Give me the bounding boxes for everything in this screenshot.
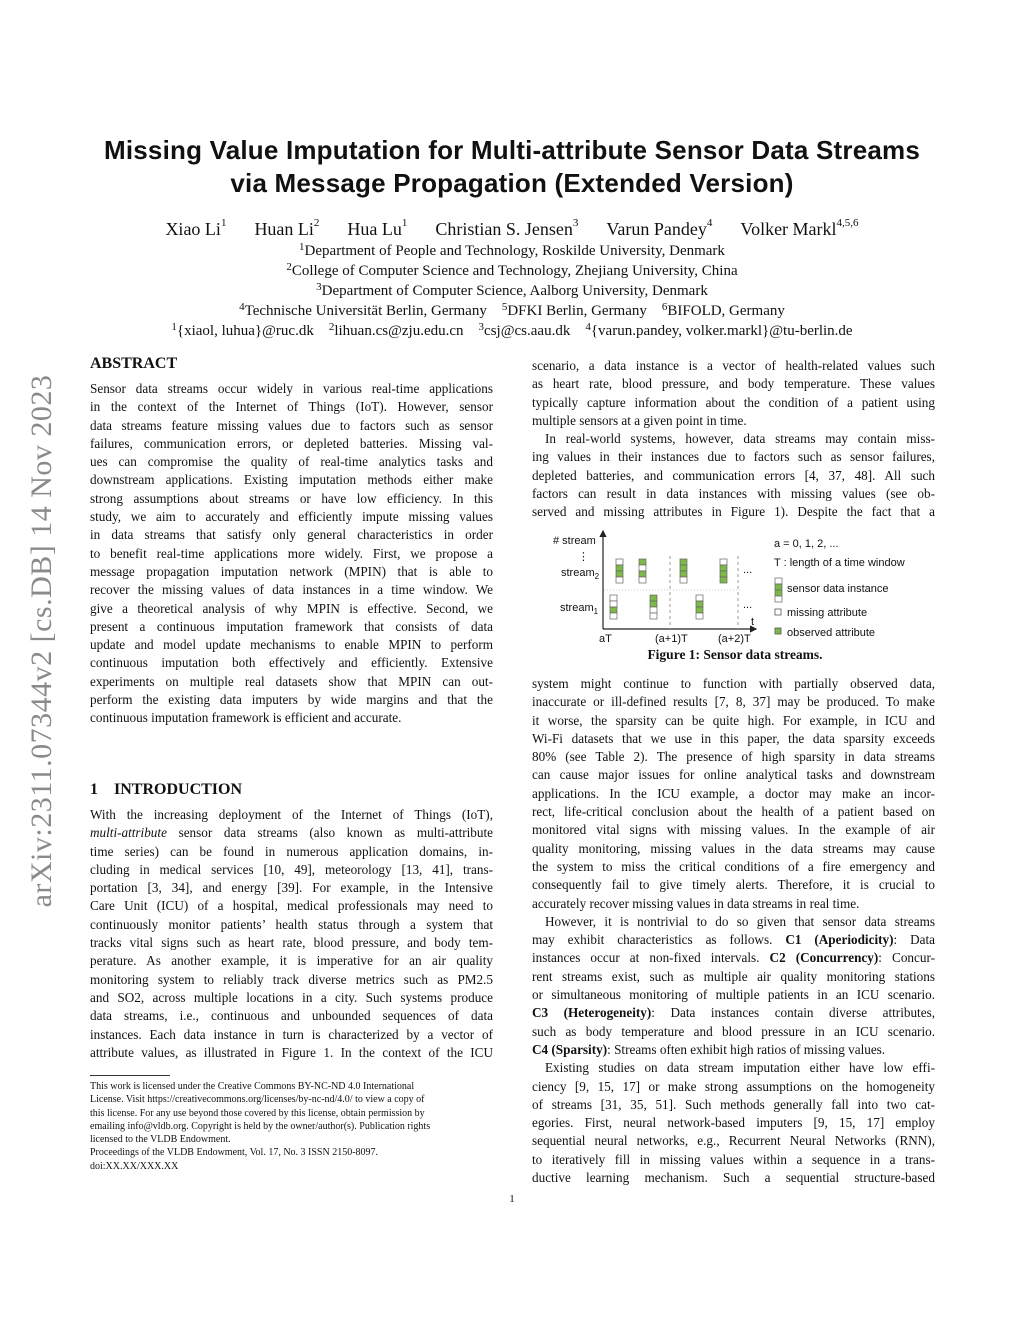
affiliation-text: csj@cs.aau.dk (484, 323, 571, 339)
affiliation-mark: 6 (661, 301, 668, 313)
legend-observed-label: observed attribute (787, 627, 876, 639)
abstract-heading: ABSTRACT (90, 355, 178, 372)
text-line: present a continuous imputation framework that consists of data (90, 618, 493, 634)
affiliation-text: Department of People and Technology, Roskilde University, Denmark (304, 243, 725, 259)
missing-attribute-cell (610, 601, 617, 607)
text-line: Care Unit (ICU) of a hospital, medical professionals may need to (90, 898, 493, 914)
text-line: ductive learning mechanism. Such a sequential structure-based (532, 1170, 935, 1186)
tick-a1T: (a+1)T (655, 633, 688, 645)
text-line: factors can result in data instances with missing values (see ob- (532, 486, 935, 502)
text-line: to benefit real-time applications more widely. First, we propose a (90, 545, 493, 561)
text-line: scenario, a data instance is a vector of health-related values such (532, 358, 935, 373)
observed-attribute-cell (696, 607, 703, 613)
observed-attribute-cell (680, 559, 687, 565)
text-line: of streams [31, 35, 51]. Such methods generally fall into two cat- (532, 1096, 935, 1112)
text-line: multi-attribute sensor data streams (also known as multi-attribute (90, 825, 493, 841)
affiliation-mark: 1 (171, 321, 177, 333)
text-line: However, it is nontrivial to do so given that sensor data streams (545, 913, 935, 929)
text-line: depleted batteries, and communication errors [4, 37, 48]. All such (532, 467, 935, 483)
text-line: to iteratively fill in missing values within a sequence in a trans- (532, 1151, 935, 1167)
text-line: or simultaneous monitoring of multiple patients in an ICU scenario. (532, 987, 935, 1003)
observed-attribute-cell (720, 565, 727, 571)
missing-attribute-cell (616, 559, 623, 565)
figure-1-diagram (540, 530, 940, 648)
missing-attribute-cell (696, 613, 703, 619)
legend-instance-cells (775, 578, 782, 602)
stream-1-instance (610, 595, 617, 619)
author: Christian S. Jensen$^3$ (435, 217, 579, 239)
missing-attribute-cell (720, 559, 727, 565)
missing-attribute-cell (610, 613, 617, 619)
stream-1-label: stream$_1$ (560, 602, 599, 616)
text-line: can cause major issues for online analytical tasks and downstream (532, 767, 935, 783)
footnote-line: doi:XX.XX/XXX.XX (90, 1160, 179, 1172)
text-line: such as body temperature and blood pressure in an ICU scenario. (532, 1023, 935, 1039)
stream-2-instance (616, 559, 623, 583)
observed-attribute-cell (610, 607, 617, 613)
footnote-line: This work is licensed under the Creative Commons BY-NC-ND 4.0 International (90, 1081, 415, 1092)
tick-aT: aT (599, 633, 612, 645)
footnote (90, 1080, 493, 1173)
introduction-right-top (532, 357, 935, 522)
author-affiliation-mark: 4,5,6 (836, 217, 859, 229)
text-line: and SO2, across multiple locations in a city. Such systems produce (90, 989, 493, 1005)
missing-attribute-cell (680, 577, 687, 583)
text-line: ing values in their instances due to factors such as sensor failures, (532, 449, 935, 465)
stream-1-instance (650, 595, 657, 619)
author: Xiao Li$^1$ (165, 217, 227, 239)
text-line: egories. First, neural network-based imputers [9, 15, 17] employ (532, 1115, 935, 1131)
affiliation-mark: 5 (501, 301, 508, 313)
observed-attribute-cell (680, 571, 687, 577)
text-line: may exhibit characteristics as follows. C1 (Aperiodicity): Data (532, 932, 935, 948)
stream-1-ellipsis: ... (743, 599, 753, 611)
affiliation-line (0, 283, 1024, 300)
text-line: recover the missing values of data instances in a time window. We (90, 582, 493, 598)
text-line: Sensor data streams occur widely in various real-time applications (90, 381, 493, 396)
text-line: inaccurate or ill-defined results [7, 8, 37] may be produced. To make (532, 694, 935, 710)
author-affiliation-mark: 1 (220, 217, 227, 229)
text-line: it worse, the sparsity can be quite high. For example, in ICU and (532, 712, 935, 728)
text-line: perform the existing data imputers by wide margins and that the (90, 692, 493, 708)
text-line: downstream applications. Existing imputation methods either make (90, 472, 493, 488)
text-line: sequential neural networks, e.g., Recurrent Neural Networks (RNN), (532, 1133, 935, 1149)
text-line: monitoring system to reliably track diverse metrics such as PM2.5 (90, 971, 493, 987)
text-line: C4 (Sparsity): Streams often exhibit high ratios of missing values. (532, 1041, 886, 1057)
missing-attribute-cell (650, 607, 657, 613)
author: Huan Li$^2$ (254, 217, 320, 239)
missing-attribute-cell (610, 595, 617, 601)
text-line: quality monitoring, missing values in the data streams may cause (532, 840, 935, 856)
author-list (0, 219, 1024, 240)
text-line: multiple sensors at a given point in time. (532, 412, 747, 428)
text-line: attribute values, as illustrated in Figure 1. In the context of the ICU (90, 1044, 493, 1060)
affiliation-text: College of Computer Science and Technology, Zhejiang University, China (291, 263, 738, 279)
observed-attribute-cell (696, 601, 703, 607)
abstract-body (90, 380, 493, 728)
text-line: continuous imputation framework is efficient and accurate. (90, 710, 402, 726)
text-line: perature. As another example, it is imperative for an air quality (90, 953, 493, 969)
text-line: In real-world systems, however, data streams may contain miss- (545, 431, 935, 447)
legend-a-values: a = 0, 1, 2, ... (774, 538, 839, 550)
affiliation-mark: 3 (478, 321, 485, 333)
text-line: system might continue to function with partially observed data, (532, 676, 935, 691)
vertical-ellipsis: ⋮ (578, 551, 589, 563)
observed-attribute-cell (720, 571, 727, 577)
text-line: continuously monitor patients’ health status through a system that (90, 916, 493, 932)
text-line: applications. In the ICU example, a doctor may make an incor- (532, 785, 935, 801)
text-line: accurately recover missing values in data streams in real time. (532, 895, 860, 911)
missing-attribute-cell (775, 578, 782, 584)
legend-missing-label: missing attribute (787, 607, 868, 619)
footnote-line: Proceedings of the VLDB Endowment, Vol. 17, No. 3 ISSN 2150-8097. (90, 1147, 379, 1159)
stream-2-ellipsis: ... (743, 564, 753, 576)
affiliation-text: Technische Universität Berlin, Germany (244, 303, 487, 319)
bold-term: C1 (Aperiodicity) (785, 932, 894, 948)
stream-2-instance (639, 559, 646, 583)
affiliation-mark: 4 (585, 321, 591, 333)
author-affiliation-mark: 3 (572, 217, 579, 229)
affiliation-mark: 3 (316, 281, 322, 293)
text-line: failures, communication errors, or depleted batteries. Missing val- (90, 435, 493, 451)
text-line: time series) can be found in numerous application domains, in- (90, 843, 493, 859)
missing-attribute-cell (650, 613, 657, 619)
introduction-left-column (90, 806, 493, 1062)
observed-attribute-cell (650, 601, 657, 607)
affiliation-text: {xiaol, luhua}@ruc.dk (176, 323, 314, 339)
x-axis-label: t (751, 616, 755, 628)
text-line: Wi-Fi datasets that we use in this paper, the data sparsity exceeds (532, 730, 935, 746)
text-line: data streams, i.e., continuous and unbounded sequences of data (90, 1008, 493, 1024)
section-number: 1 (90, 781, 98, 798)
text-line: Existing studies on data stream imputation either have low effi- (545, 1060, 935, 1076)
text-line: ciency [9, 15, 17] or make strong assumptions on the homogeneity (532, 1078, 935, 1094)
affiliation-text: DFKI Berlin, Germany (507, 303, 647, 319)
missing-attribute-cell (775, 596, 782, 602)
observed-attribute-cell (650, 595, 657, 601)
text-line: 80% (see Table 2). The presence of high sparsity in data streams (532, 749, 935, 765)
legend-T-definition: T : length of a time window (774, 557, 905, 569)
observed-attribute-cell (680, 565, 687, 571)
observed-attribute-cell (639, 571, 646, 577)
affiliation-text: BIFOLD, Germany (667, 303, 785, 319)
affiliation-mark: 2 (286, 261, 292, 273)
footnote-line: License. Visit https://creativecommons.org/licenses/by-nc-nd/4.0/ to view a copy of (90, 1094, 425, 1106)
italic-term: multi-attribute (90, 825, 167, 841)
stream-1-instance (696, 595, 703, 619)
observed-attribute-cell (775, 584, 782, 590)
text-line: rent streams exist, such as multiple air quality monitoring stations (532, 968, 935, 984)
legend-observed-icon (775, 628, 781, 634)
legend-instance-icon (775, 578, 782, 602)
introduction-right-bottom (532, 675, 935, 1187)
missing-attribute-cell (639, 565, 646, 571)
stream-2-instance (680, 559, 687, 583)
footnote-line: licensed to the VLDB Endowment. (90, 1134, 231, 1146)
tick-a2T: (a+2)T (718, 633, 751, 645)
stream-2-instance (720, 559, 727, 583)
affiliation-mark: 1 (299, 241, 305, 253)
text-line: instances. Each data instance in turn is characterized by a vector of (90, 1026, 493, 1042)
text-line: the system to miss the critical conditions of a fire emergency and (532, 858, 935, 874)
observed-attribute-cell (775, 590, 782, 596)
text-line: cluding in medical services [10, 49], meteorology [13, 41], trans- (90, 861, 493, 877)
author: Varun Pandey$^4$ (606, 217, 713, 239)
author: Hua Lu$^1$ (347, 217, 408, 239)
bold-term: C3 (Heterogeneity) (532, 1005, 652, 1021)
introduction-heading (90, 781, 242, 799)
affiliation-text: lihuan.cs@zju.edu.cn (334, 323, 464, 339)
author-affiliation-mark: 1 (401, 217, 408, 229)
text-line: rect, life-critical conclusion about the health of a patient based on (532, 804, 935, 820)
text-line: typically capture information about the condition of a patient using (532, 394, 935, 410)
text-line: in data streams that satisfy only general characteristics in order (90, 527, 493, 543)
text-line: instances occur at non-fixed intervals. C2 (Concurrency): Concur- (532, 950, 935, 966)
legend-missing-icon (775, 609, 781, 615)
text-line: data streams feature missing values due to factors such as sensor (90, 417, 493, 433)
bold-term: C4 (Sparsity) (532, 1041, 608, 1057)
arxiv-stamp: arXiv:2311.07344v2 [cs.DB] 14 Nov 2023 (25, 374, 58, 908)
affiliation-line (0, 263, 1024, 280)
observed-attribute-cell (616, 571, 623, 577)
paper-title-line-2: via Message Propagation (Extended Version) (230, 168, 794, 198)
text-line: monitored vital signs with missing values. In the example of air (532, 822, 935, 838)
paper-title-line-1: Missing Value Imputation for Multi-attribute Sensor Data Streams (103, 135, 921, 165)
affiliation-text: {varun.pandey, volker.markl}@tu-berlin.de (590, 323, 853, 339)
figure-1-caption: Figure 1: Sensor data streams. (647, 647, 823, 662)
text-line: in the context of the Internet of Things (IoT). However, sensor (90, 399, 493, 415)
bold-term: C2 (Concurrency) (769, 950, 879, 966)
author-affiliation-mark: 2 (313, 217, 320, 229)
observed-attribute-cell (616, 565, 623, 571)
missing-attribute-cell (639, 577, 646, 583)
section-title: INTRODUCTION (114, 781, 243, 798)
missing-attribute-cell (696, 595, 703, 601)
text-line: message propagation imputation network (MPIN) that is able to (90, 563, 493, 579)
text-line: ues can compromise the quality of real-time analytics tasks and (90, 454, 493, 470)
text-line: as heart rate, blood pressure, and body temperature. These values (532, 376, 935, 392)
observed-attribute-cell (720, 577, 727, 583)
affiliation-mark: 4 (239, 301, 245, 313)
page-number: 1 (509, 1193, 515, 1205)
text-line: update and model update mechanisms to enable MPIN to perform (90, 637, 493, 653)
author-affiliation-mark: 4 (706, 217, 713, 229)
affiliation-line (0, 323, 1024, 340)
author: Volker Markl$^{4,5,6}$ (740, 217, 859, 239)
text-line: continuous imputation both effectively and efficiently. Extensive (90, 655, 493, 671)
footnote-rule (90, 1075, 170, 1076)
observed-attribute-cell (639, 559, 646, 565)
affiliation-line (0, 303, 1024, 320)
affiliation-line (0, 243, 1024, 260)
legend-instance-label: sensor data instance (787, 583, 889, 595)
missing-attribute-cell (616, 577, 623, 583)
text-line: consequently fail to give timely alerts. Therefore, it is crucial to (532, 877, 935, 893)
text-line: strong assumptions about streams or have low efficiency. In this (90, 490, 493, 506)
text-line: experiments on multiple real datasets show that MPIN can out- (90, 673, 493, 689)
text-line: C3 (Heterogeneity): Data instances contain diverse attributes, (532, 1005, 935, 1021)
affiliation-text: Department of Computer Science, Aalborg University, Denmark (321, 283, 708, 299)
y-axis-label: # stream (553, 535, 596, 547)
footnote-line: this license. For any use beyond those covered by this license, obtain permission by (90, 1107, 425, 1119)
text-line: give a theoretical analysis of why MPIN is effective. Second, we (90, 600, 493, 616)
text-line: study, we aim to accurately and efficiently impute missing values (90, 509, 493, 525)
footnote-line: emailing info@vldb.org. Copyright is held by the owner/author(s). Publication rights (90, 1120, 431, 1132)
stream-2-label: stream$_2$ (561, 567, 600, 581)
affiliation-mark: 2 (328, 321, 335, 333)
text-line: With the increasing deployment of the Internet of Things (IoT), (90, 807, 493, 822)
text-line: tracks vital signs such as heart rate, blood pressure, and body tem- (90, 935, 493, 951)
text-line: served and missing attributes in Figure 1). Despite the fact that a (532, 504, 935, 520)
text-line: portation [3, 34], and energy [39]. For example, in the Intensive (90, 880, 493, 896)
